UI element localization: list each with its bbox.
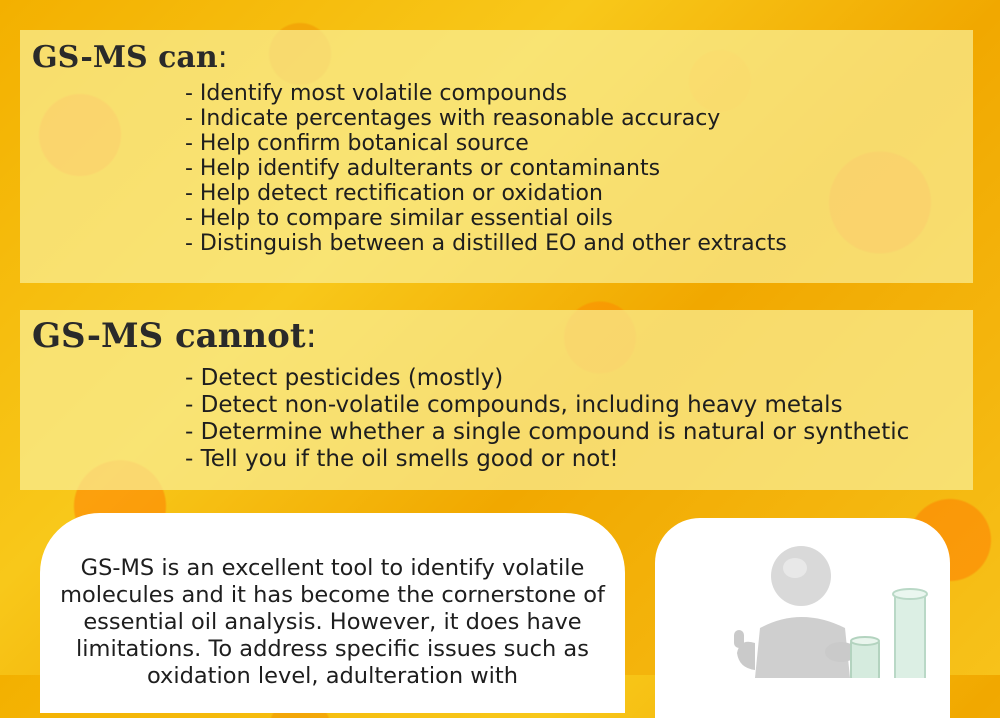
cannot-item: - Detect pesticides (mostly)	[185, 365, 504, 391]
can-item: - Help to compare similar essential oils	[185, 206, 613, 231]
summary-text: GS-MS is an excellent tool to identify volatile molecules and it has become the cornerstone of essential oil analysis. However, it does have limitations. To address specific issues such as oxidation level, adulteration with	[60, 555, 605, 689]
cannot-heading-colon: :	[305, 316, 317, 356]
cannot-item: - Tell you if the oil smells good or not!	[185, 446, 619, 472]
can-item: - Help identify adulterants or contaminants	[185, 156, 661, 181]
cannot-item: - Detect non-volatile compounds, including heavy metals	[185, 392, 843, 418]
can-item: - Help detect rectification or oxidation	[185, 181, 603, 206]
can-heading-text: GS-MS can	[32, 40, 218, 75]
cannot-item: - Determine whether a single compound is natural or synthetic	[185, 419, 910, 445]
cannot-heading	[32, 316, 317, 356]
can-item: - Indicate percentages with reasonable accuracy	[185, 106, 721, 131]
illustration-card	[655, 518, 950, 718]
can-item: - Distinguish between a distilled EO and other extracts	[185, 231, 787, 256]
cannot-heading-text: GS-MS cannot	[32, 316, 306, 356]
can-panel	[20, 30, 973, 283]
cannot-panel	[20, 310, 973, 490]
scientist-figure-with-beakers-icon	[655, 518, 950, 678]
can-heading-colon: :	[217, 40, 228, 75]
can-item: - Help confirm botanical source	[185, 131, 529, 156]
summary-bubble	[40, 513, 625, 713]
cannot-list	[185, 365, 909, 473]
can-item: - Identify most volatile compounds	[185, 81, 568, 106]
can-list	[185, 81, 787, 256]
can-heading	[32, 40, 228, 75]
